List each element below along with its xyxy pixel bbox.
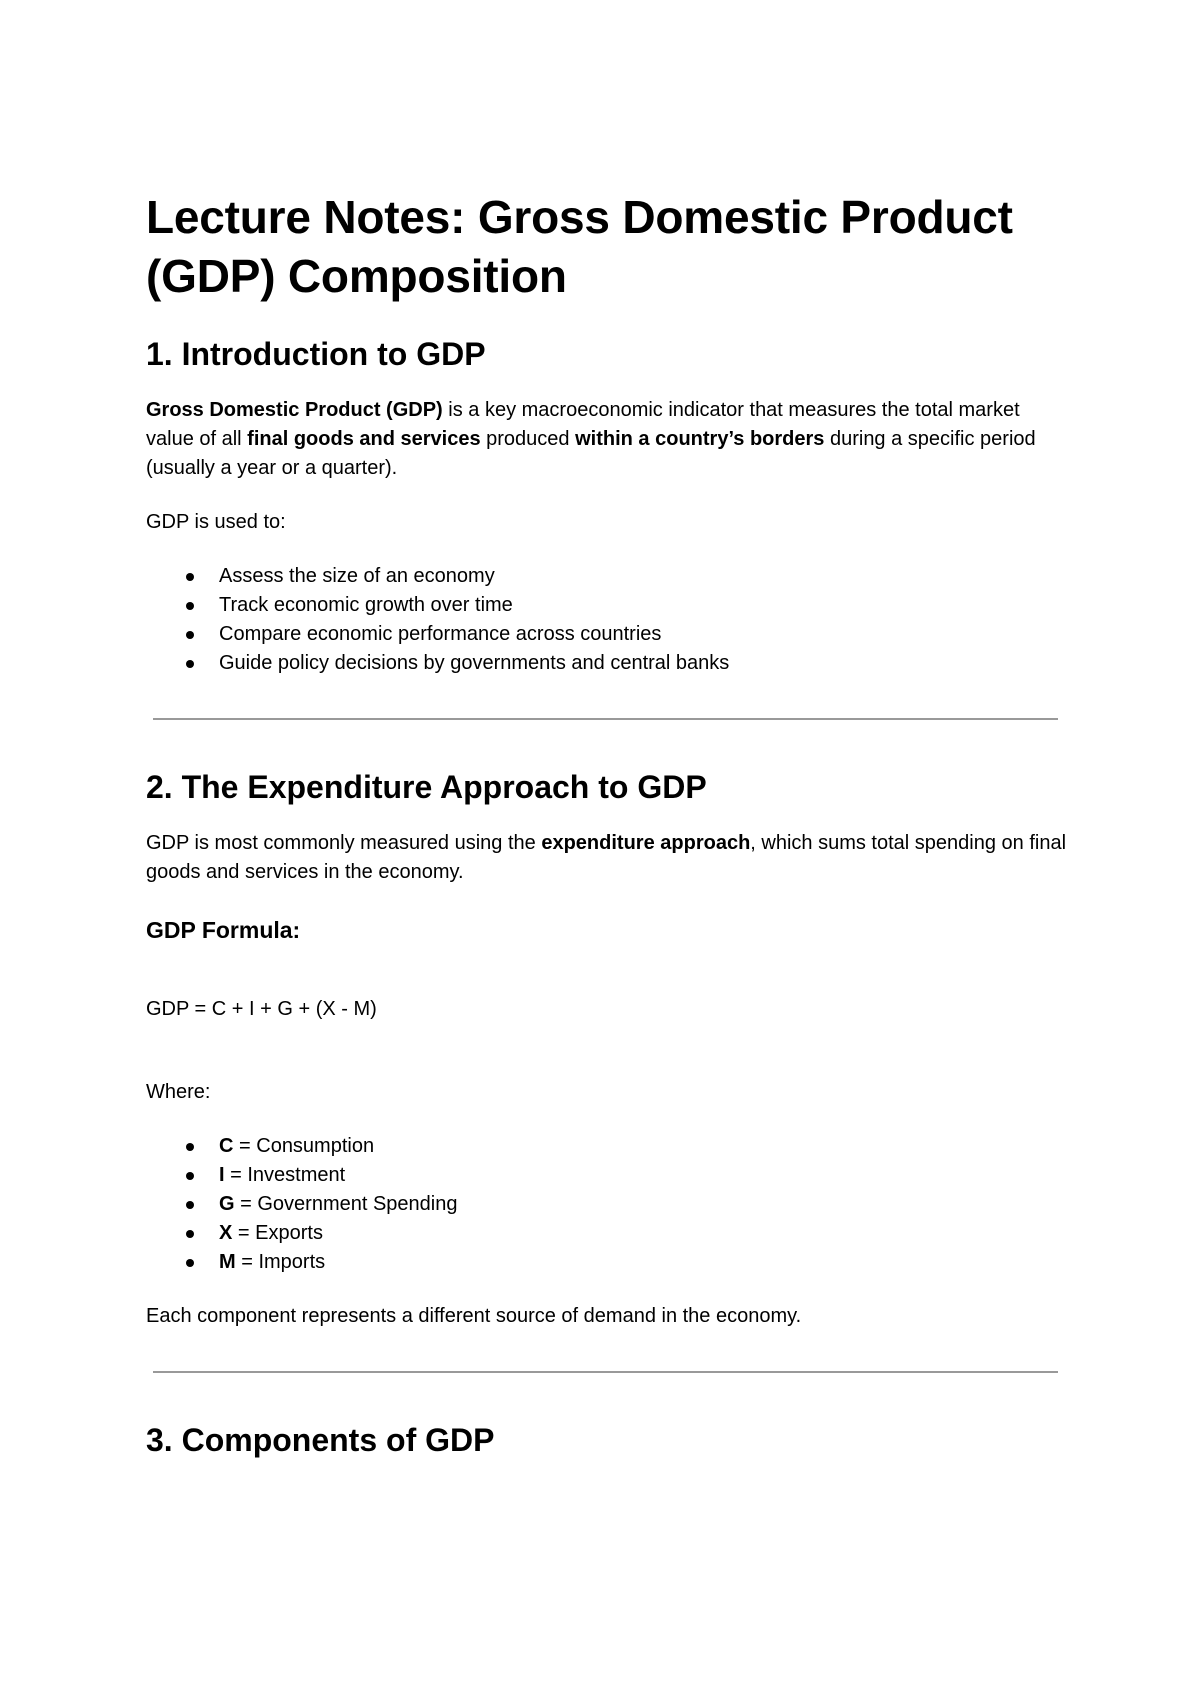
list-item: [146, 649, 1066, 678]
title-line-2: (GDP) Composition: [146, 250, 567, 302]
document-page: [146, 188, 1066, 1460]
list-item: [146, 591, 1066, 620]
expenditure-text-1: GDP is most commonly measured using the: [146, 832, 542, 854]
bullet-icon: [186, 1259, 194, 1267]
section-divider: [153, 1371, 1058, 1373]
list-item: [146, 1132, 1066, 1161]
bullet-icon: [186, 1143, 194, 1151]
bullet-icon: [186, 631, 194, 639]
component-text: = Exports: [232, 1222, 323, 1244]
gdp-term: Gross Domestic Product (GDP): [146, 399, 443, 421]
list-item: [146, 1219, 1066, 1248]
list-item: [146, 1248, 1066, 1277]
gdp-definition-paragraph: [146, 396, 1066, 483]
section-2-heading: 2. The Expenditure Approach to GDP: [146, 769, 707, 805]
list-item-text: Compare economic performance across countries: [219, 623, 662, 645]
definition-text-3: during a specific period (usually a year or a quarter).: [146, 428, 1036, 479]
gdp-formula: GDP = C + I + G + (X - M): [146, 998, 377, 1020]
gdp-uses-list: [146, 562, 1066, 678]
component-symbol: I: [219, 1164, 225, 1186]
definition-text-2: produced: [480, 428, 576, 450]
list-item: [146, 562, 1066, 591]
list-item-text: Assess the size of an economy: [219, 565, 495, 587]
document-title: [146, 188, 1066, 306]
component-symbol: G: [219, 1193, 235, 1215]
bullet-icon: [186, 660, 194, 668]
component-text: = Consumption: [233, 1135, 375, 1157]
bullet-icon: [186, 1230, 194, 1238]
components-closing: Each component represents a different source of demand in the economy.: [146, 1305, 802, 1327]
component-symbol: M: [219, 1251, 236, 1273]
gdp-uses-intro: GDP is used to:: [146, 511, 286, 533]
where-label: Where:: [146, 1081, 211, 1103]
expenditure-approach-term: expenditure approach: [541, 832, 751, 854]
borders-term: within a country’s borders: [575, 428, 825, 450]
list-item: [146, 1190, 1066, 1219]
section-1-heading: 1. Introduction to GDP: [146, 336, 486, 372]
title-line-1: Lecture Notes: Gross Domestic Product: [146, 191, 1013, 243]
list-item: [146, 1161, 1066, 1190]
definition-text-1: is a key macroeconomic indicator that measures the total market value of all: [146, 399, 1020, 450]
list-item: [146, 620, 1066, 649]
component-text: = Government Spending: [234, 1193, 458, 1215]
final-goods-term: final goods and services: [247, 428, 481, 450]
expenditure-text-2: , which sums total spending on final goods and services in the economy.: [146, 832, 1067, 883]
bullet-icon: [186, 1172, 194, 1180]
component-text: = Imports: [235, 1251, 326, 1273]
component-symbol: C: [219, 1135, 234, 1157]
component-symbol: X: [219, 1222, 233, 1244]
formula-heading: GDP Formula:: [146, 917, 301, 943]
bullet-icon: [186, 573, 194, 581]
section-3-heading: 3. Components of GDP: [146, 1422, 495, 1458]
bullet-icon: [186, 602, 194, 610]
bullet-icon: [186, 1201, 194, 1209]
section-divider: [153, 718, 1058, 720]
list-item-text: Guide policy decisions by governments and central banks: [219, 652, 730, 674]
expenditure-paragraph: [146, 829, 1066, 887]
list-item-text: Track economic growth over time: [219, 594, 513, 616]
component-text: = Investment: [224, 1164, 346, 1186]
components-list: [146, 1132, 1066, 1277]
